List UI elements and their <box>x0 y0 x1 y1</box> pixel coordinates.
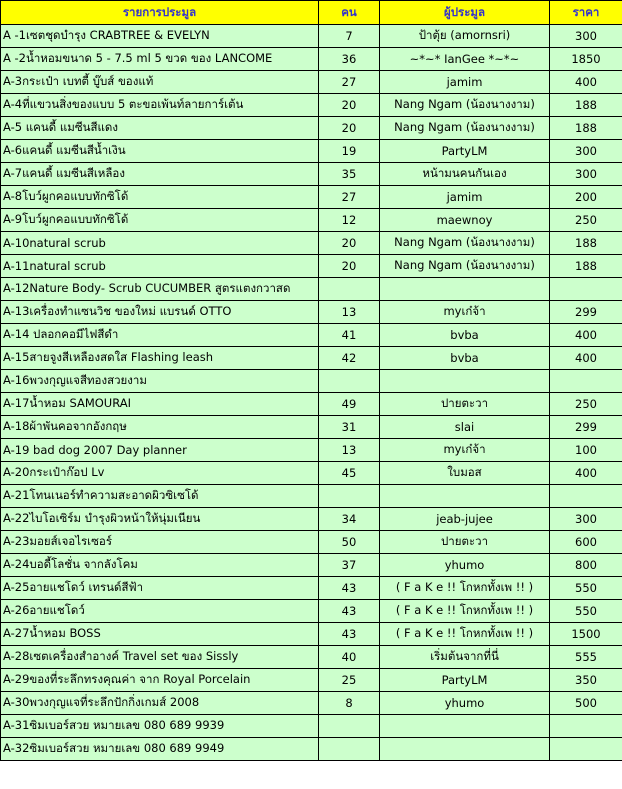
count-cell: 34 <box>319 508 380 531</box>
item-cell: A-21โทนเนอร์ทำความสะอาดผิวซิเซโด้ <box>1 485 319 508</box>
bidder-cell: ~*~* IanGee *~*~ <box>380 48 550 71</box>
price-cell: 400 <box>550 462 622 485</box>
price-cell: 300 <box>550 25 622 48</box>
header-count: คน <box>319 1 380 25</box>
item-cell: A-19 bad dog 2007 Day planner <box>1 439 319 462</box>
count-cell: 31 <box>319 416 380 439</box>
price-cell: 188 <box>550 94 622 117</box>
price-cell: 800 <box>550 554 622 577</box>
bidder-cell: Nang Ngam (น้องนางงาม) <box>380 94 550 117</box>
item-cell: A -2น้ำหอมขนาด 5 - 7.5 ml 5 ขวด ของ LANCOME <box>1 48 319 71</box>
price-cell: 299 <box>550 416 622 439</box>
price-cell: 400 <box>550 347 622 370</box>
bidder-cell: PartyLM <box>380 669 550 692</box>
bidder-cell: slai <box>380 416 550 439</box>
table-row <box>1 255 622 278</box>
price-cell <box>550 370 622 393</box>
price-cell: 188 <box>550 255 622 278</box>
item-cell: A-24บอดี้โลชั่น จากลังโคม <box>1 554 319 577</box>
price-cell: 555 <box>550 646 622 669</box>
item-cell: A-12Nature Body- Scrub CUCUMBER สูตรแตงกวาสด <box>1 278 319 301</box>
bidder-cell: jamim <box>380 71 550 94</box>
bidder-cell: jamim <box>380 186 550 209</box>
price-cell: 200 <box>550 186 622 209</box>
table-row <box>1 25 622 48</box>
count-cell: 19 <box>319 140 380 163</box>
count-cell: 43 <box>319 577 380 600</box>
bidder-cell <box>380 738 550 761</box>
bidder-cell: ( F a K e !! โกหกทั้งเพ !! ) <box>380 577 550 600</box>
count-cell: 12 <box>319 209 380 232</box>
count-cell: 20 <box>319 232 380 255</box>
item-cell: A-29ของที่ระลึกทรงคุณค่า จาก Royal Porcelain <box>1 669 319 692</box>
bidder-cell: ป้าตุ้ย (amornsri) <box>380 25 550 48</box>
count-cell: 43 <box>319 600 380 623</box>
price-cell: 250 <box>550 393 622 416</box>
table-row <box>1 439 622 462</box>
item-cell: A-7แคนดี้ แมซีนสีเหลือง <box>1 163 319 186</box>
count-cell: 13 <box>319 439 380 462</box>
table-row <box>1 623 622 646</box>
bidder-cell <box>380 485 550 508</box>
count-cell: 40 <box>319 646 380 669</box>
item-cell: A-32ซิมเบอร์สวย หมายเลข 080 689 9949 <box>1 738 319 761</box>
price-cell: 550 <box>550 577 622 600</box>
table-row <box>1 393 622 416</box>
header-price: ราคา <box>550 1 622 25</box>
item-cell: A-31ซิมเบอร์สวย หมายเลข 080 689 9939 <box>1 715 319 738</box>
count-cell: 25 <box>319 669 380 692</box>
count-cell: 8 <box>319 692 380 715</box>
table-row <box>1 163 622 186</box>
price-cell <box>550 738 622 761</box>
price-cell: 188 <box>550 117 622 140</box>
table-row <box>1 186 622 209</box>
item-cell: A -1เซตชุดบำรุง CRABTREE & EVELYN <box>1 25 319 48</box>
price-cell: 1850 <box>550 48 622 71</box>
count-cell: 20 <box>319 255 380 278</box>
price-cell: 188 <box>550 232 622 255</box>
bidder-cell: PartyLM <box>380 140 550 163</box>
bidder-cell: yhumo <box>380 554 550 577</box>
header-item: รายการประมูล <box>1 1 319 25</box>
table-row <box>1 531 622 554</box>
table-row <box>1 692 622 715</box>
item-cell: A-5 แคนดี้ แมซีนสีแดง <box>1 117 319 140</box>
bidder-cell: ปายตะวา <box>380 393 550 416</box>
price-cell: 500 <box>550 692 622 715</box>
table-row <box>1 462 622 485</box>
price-cell: 300 <box>550 163 622 186</box>
bidder-cell <box>380 715 550 738</box>
price-cell: 550 <box>550 600 622 623</box>
table-row <box>1 485 622 508</box>
count-cell: 27 <box>319 71 380 94</box>
bidder-cell: Nang Ngam (น้องนางงาม) <box>380 232 550 255</box>
bidder-cell <box>380 278 550 301</box>
table-row <box>1 347 622 370</box>
price-cell: 300 <box>550 140 622 163</box>
table-row <box>1 715 622 738</box>
count-cell: 43 <box>319 623 380 646</box>
price-cell: 400 <box>550 71 622 94</box>
item-cell: A-16พวงกุญแจสีทองสวยงาม <box>1 370 319 393</box>
table-row <box>1 140 622 163</box>
bidder-cell: เริ่มต้นจากที่นี่ <box>380 646 550 669</box>
item-cell: A-11natural scrub <box>1 255 319 278</box>
bidder-cell: bvba <box>380 347 550 370</box>
count-cell: 45 <box>319 462 380 485</box>
item-cell: A-10natural scrub <box>1 232 319 255</box>
count-cell: 20 <box>319 117 380 140</box>
bidder-cell: หน้ามนคนกันเอง <box>380 163 550 186</box>
bidder-cell: ใบมอส <box>380 462 550 485</box>
item-cell: A-4ที่แขวนสิ่งของแบบ 5 ตะขอเพ้นท์ลายการ์เต้น <box>1 94 319 117</box>
table-row <box>1 71 622 94</box>
item-cell: A-13เครื่องทำแซนวิช ของใหม่ แบรนด์ OTTO <box>1 301 319 324</box>
count-cell: 41 <box>319 324 380 347</box>
count-cell: 36 <box>319 48 380 71</box>
price-cell <box>550 278 622 301</box>
count-cell: 50 <box>319 531 380 554</box>
table-row <box>1 48 622 71</box>
count-cell <box>319 738 380 761</box>
count-cell <box>319 715 380 738</box>
price-cell <box>550 715 622 738</box>
table-row <box>1 117 622 140</box>
item-cell: A-6แคนดี้ แมซีนสีน้ำเงิน <box>1 140 319 163</box>
item-cell: A-22ไบโอเซิร์ม บำรุงผิวหน้าให้นุ่มเนียน <box>1 508 319 531</box>
count-cell: 35 <box>319 163 380 186</box>
header-row <box>1 1 622 25</box>
count-cell: 7 <box>319 25 380 48</box>
bidder-cell: yhumo <box>380 692 550 715</box>
table-row <box>1 324 622 347</box>
price-cell: 300 <box>550 508 622 531</box>
bidder-cell: Nang Ngam (น้องนางงาม) <box>380 255 550 278</box>
item-cell: A-27น้ำหอม BOSS <box>1 623 319 646</box>
bidder-cell: bvba <box>380 324 550 347</box>
bidder-cell: ปายตะวา <box>380 531 550 554</box>
item-cell: A-30พวงกุญแจที่ระลึกปักกิ่งเกมส์ 2008 <box>1 692 319 715</box>
table-row <box>1 738 622 761</box>
bidder-cell: Nang Ngam (น้องนางงาม) <box>380 117 550 140</box>
item-cell: A-9โบว์ผูกคอแบบทักซิโด้ <box>1 209 319 232</box>
price-cell: 400 <box>550 324 622 347</box>
count-cell: 37 <box>319 554 380 577</box>
item-cell: A-18ผ้าพันคอจากอังกฤษ <box>1 416 319 439</box>
item-cell: A-14 ปลอกคอมีไฟสีดำ <box>1 324 319 347</box>
table-row <box>1 232 622 255</box>
price-cell: 1500 <box>550 623 622 646</box>
price-cell: 100 <box>550 439 622 462</box>
table-row <box>1 94 622 117</box>
item-cell: A-26อายแชโดว์ <box>1 600 319 623</box>
bidder-cell: myเก๋จ้า <box>380 439 550 462</box>
bidder-cell: ( F a K e !! โกหกทั้งเพ !! ) <box>380 600 550 623</box>
item-cell: A-20กระเป๋าก๊อป Lv <box>1 462 319 485</box>
item-cell: A-28เซตเครื่องสำอางค์ Travel set ของ Sissly <box>1 646 319 669</box>
table-row <box>1 508 622 531</box>
table-row <box>1 577 622 600</box>
count-cell: 20 <box>319 94 380 117</box>
table-row <box>1 669 622 692</box>
bidder-cell: maewnoy <box>380 209 550 232</box>
table-row <box>1 600 622 623</box>
count-cell: 42 <box>319 347 380 370</box>
price-cell: 350 <box>550 669 622 692</box>
bidder-cell: myเก๋จ้า <box>380 301 550 324</box>
count-cell: 49 <box>319 393 380 416</box>
count-cell <box>319 485 380 508</box>
table-row <box>1 301 622 324</box>
table-row <box>1 209 622 232</box>
item-cell: A-23มอยส์เจอไรเซอร์ <box>1 531 319 554</box>
count-cell <box>319 370 380 393</box>
count-cell: 27 <box>319 186 380 209</box>
table-row <box>1 370 622 393</box>
price-cell <box>550 485 622 508</box>
bidder-cell: ( F a K e !! โกหกทั้งเพ !! ) <box>380 623 550 646</box>
table-row <box>1 278 622 301</box>
item-cell: A-8โบว์ผูกคอแบบทักซิโด้ <box>1 186 319 209</box>
table-row <box>1 554 622 577</box>
table-row <box>1 646 622 669</box>
count-cell: 13 <box>319 301 380 324</box>
bidder-cell: jeab-jujee <box>380 508 550 531</box>
header-bidder: ผู้ประมูล <box>380 1 550 25</box>
item-cell: A-25อายแชโดว์ เทรนด์สีฟ้า <box>1 577 319 600</box>
item-cell: A-17น้ำหอม SAMOURAI <box>1 393 319 416</box>
table-row <box>1 416 622 439</box>
bidder-cell <box>380 370 550 393</box>
price-cell: 250 <box>550 209 622 232</box>
price-cell: 600 <box>550 531 622 554</box>
item-cell: A-15สายจูงสีเหลืองสดใส Flashing leash <box>1 347 319 370</box>
item-cell: A-3กระเป๋า เบทตี้ บู๊บส์ ของแท้ <box>1 71 319 94</box>
count-cell <box>319 278 380 301</box>
price-cell: 299 <box>550 301 622 324</box>
